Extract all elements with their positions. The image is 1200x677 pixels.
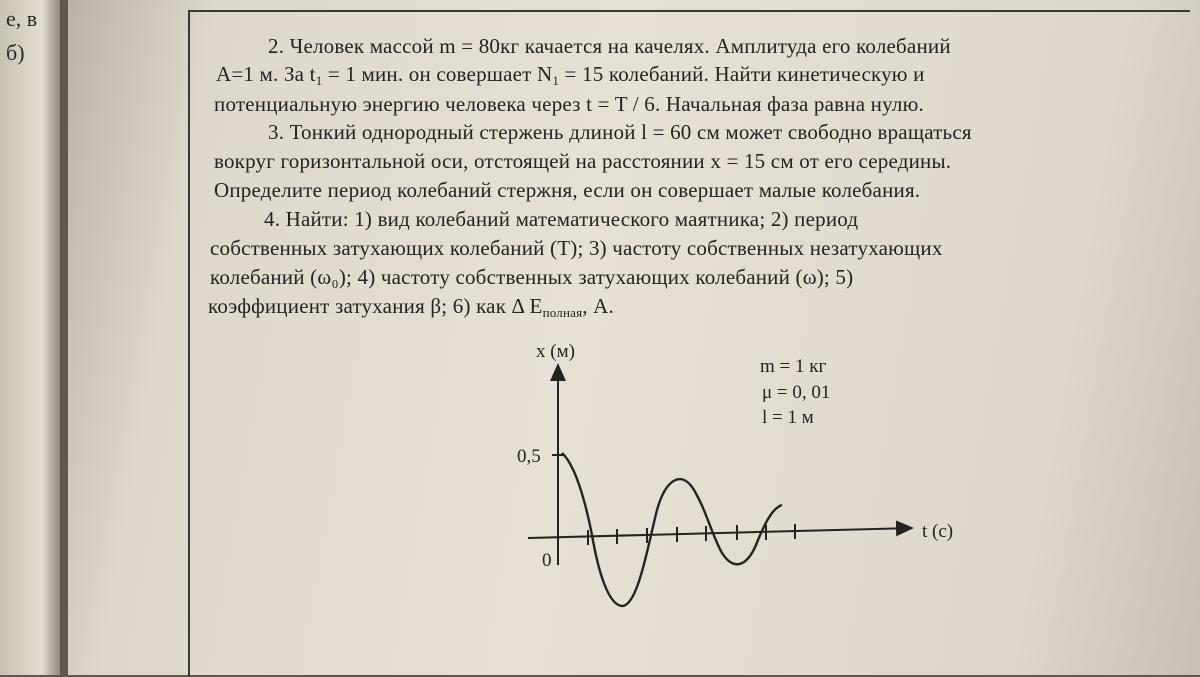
problem2-line2: A=1 м. За $t_1 = 1$ мин. он совершает $N_1 = 15$ колебаний. Найти кинетическую и — [216, 62, 925, 88]
problem3-line3: Определите период колебаний стержня, если он совершает малые колебания. — [214, 178, 921, 202]
problem3-line1: 3. Тонкий однородный стержень длиной l = 60 см может свободно вращаться — [268, 120, 972, 144]
problem2-line1: 2. Человек массой m = 80кг качается на качелях. Амплитуда его колебаний — [268, 34, 951, 58]
param-mu: μ = 0, 01 — [762, 382, 831, 403]
problem4-line2: собственных затухающих колебаний (T); 3) частоту собственных незатухающих — [210, 236, 943, 260]
problem4-line3: колебаний (ω₀); 4) частоту собственных затухающих колебаний (ω); 5) — [210, 265, 854, 289]
y-axis-label: x (м) — [536, 341, 575, 362]
x-axis — [528, 528, 912, 538]
problem4-line1: 4. Найти: 1) вид колебаний математического маятника; 2) период — [264, 207, 859, 231]
y-tick-label: 0,5 — [517, 446, 541, 467]
margin-text-2: б) — [6, 40, 25, 65]
param-mass: m = 1 кг — [760, 356, 827, 377]
param-length: l = 1 м — [762, 407, 814, 428]
x-axis-label: t (с) — [922, 521, 954, 542]
problem3-line2: вокруг горизонтальной оси, отстоящей на расстоянии x = 15 см от его середины. — [214, 149, 952, 173]
problem2-line3: потенциальную энергию человека через t = T / 6. Начальная фаза равна нулю. — [214, 92, 924, 116]
problem4-line4: коэффициент затухания β; 6) как Δ $E_{полная}$, A. — [208, 294, 614, 320]
origin-label: 0 — [542, 550, 552, 571]
oscillation-curve — [562, 453, 782, 606]
margin-text-1: е, в — [6, 6, 38, 31]
